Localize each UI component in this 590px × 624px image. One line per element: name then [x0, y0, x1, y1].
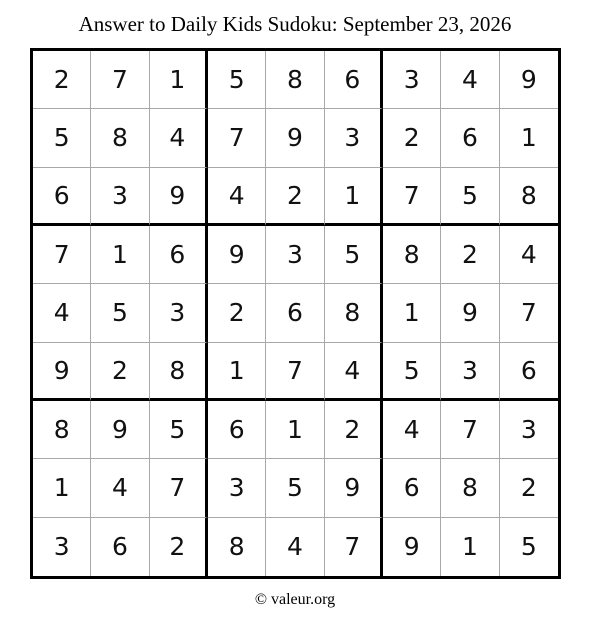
sudoku-cell: 4 [441, 51, 499, 109]
sudoku-cell: 3 [383, 51, 441, 109]
sudoku-cell: 4 [33, 284, 91, 342]
sudoku-cell: 5 [266, 459, 324, 517]
sudoku-cell: 4 [208, 168, 266, 226]
sudoku-cell: 9 [33, 343, 91, 401]
sudoku-cell: 6 [33, 168, 91, 226]
sudoku-cell: 9 [266, 109, 324, 167]
sudoku-cell: 5 [325, 226, 383, 284]
copyright-footer: © valeur.org [254, 591, 336, 608]
sudoku-cell: 6 [325, 51, 383, 109]
sudoku-cell: 6 [150, 226, 208, 284]
sudoku-cell: 9 [383, 518, 441, 576]
sudoku-cell: 9 [441, 284, 499, 342]
sudoku-cell: 4 [325, 343, 383, 401]
sudoku-cell: 7 [441, 401, 499, 459]
sudoku-cell: 7 [150, 459, 208, 517]
sudoku-cell: 8 [208, 518, 266, 576]
sudoku-cell: 3 [266, 226, 324, 284]
sudoku-cell: 7 [91, 51, 149, 109]
sudoku-cell: 4 [150, 109, 208, 167]
sudoku-cell: 5 [383, 343, 441, 401]
sudoku-cell: 8 [383, 226, 441, 284]
sudoku-board [30, 48, 561, 579]
sudoku-cell: 7 [500, 284, 558, 342]
sudoku-cell: 1 [441, 518, 499, 576]
sudoku-cell: 5 [91, 284, 149, 342]
sudoku-cell: 6 [266, 284, 324, 342]
sudoku-cell: 8 [266, 51, 324, 109]
sudoku-cell: 8 [500, 168, 558, 226]
sudoku-cell: 1 [383, 284, 441, 342]
sudoku-cell: 5 [520, 532, 537, 562]
sudoku-cell: 7 [266, 343, 324, 401]
sudoku-cell: 1 [150, 51, 208, 109]
sudoku-cell: 8 [33, 401, 91, 459]
sudoku-cell: 3 [150, 284, 208, 342]
sudoku-cell: 7 [208, 109, 266, 167]
sudoku-cell: 2 [150, 518, 208, 576]
sudoku-cell: 5 [441, 168, 499, 226]
sudoku-cell: 9 [325, 459, 383, 517]
sudoku-cell: 3 [91, 168, 149, 226]
sudoku-cell: 9 [91, 401, 149, 459]
sudoku-cell: 7 [383, 168, 441, 226]
sudoku-cell: 4 [91, 459, 149, 517]
sudoku-cell: 4 [266, 518, 324, 576]
sudoku-cell: 2 [441, 226, 499, 284]
sudoku-cell: 6 [208, 401, 266, 459]
sudoku-cell: 2 [325, 401, 383, 459]
sudoku-cell: 7 [325, 518, 383, 576]
sudoku-cell: 1 [325, 168, 383, 226]
sudoku-cell: 1 [33, 459, 91, 517]
sudoku-cell: 4 [500, 226, 558, 284]
sudoku-cell: 3 [500, 401, 558, 459]
sudoku-cell: 8 [325, 284, 383, 342]
sudoku-cell: 2 [383, 109, 441, 167]
sudoku-cell: 2 [33, 51, 91, 109]
puzzle-title: Answer to Daily Kids Sudoku: September 23, 2026 [78, 12, 512, 36]
sudoku-cell: 8 [441, 459, 499, 517]
sudoku-cell: 5 [33, 109, 91, 167]
sudoku-cell: 6 [91, 518, 149, 576]
sudoku-cell: 6 [383, 459, 441, 517]
sudoku-cell: 2 [266, 168, 324, 226]
sudoku-cell: 3 [441, 343, 499, 401]
sudoku-cell: 8 [150, 343, 208, 401]
sudoku-cell: 7 [33, 226, 91, 284]
sudoku-cell: 9 [500, 51, 558, 109]
sudoku-cell: 2 [500, 459, 558, 517]
sudoku-cell: 3 [33, 518, 91, 576]
sudoku-cell: 5 [150, 401, 208, 459]
sudoku-cell: 1 [266, 401, 324, 459]
sudoku-cell: 3 [325, 109, 383, 167]
sudoku-cell: 4 [383, 401, 441, 459]
sudoku-cell: 6 [441, 109, 499, 167]
sudoku-cell: 9 [150, 168, 208, 226]
sudoku-cell: 6 [500, 343, 558, 401]
sudoku-cell: 1 [208, 343, 266, 401]
sudoku-cell: 5 [208, 51, 266, 109]
sudoku-cell: 1 [500, 109, 558, 167]
sudoku-cell: 9 [208, 226, 266, 284]
sudoku-cell: 3 [208, 459, 266, 517]
sudoku-cell: 2 [91, 343, 149, 401]
sudoku-cell: 8 [91, 109, 149, 167]
sudoku-cell: 1 [91, 226, 149, 284]
sudoku-cell: 2 [208, 284, 266, 342]
